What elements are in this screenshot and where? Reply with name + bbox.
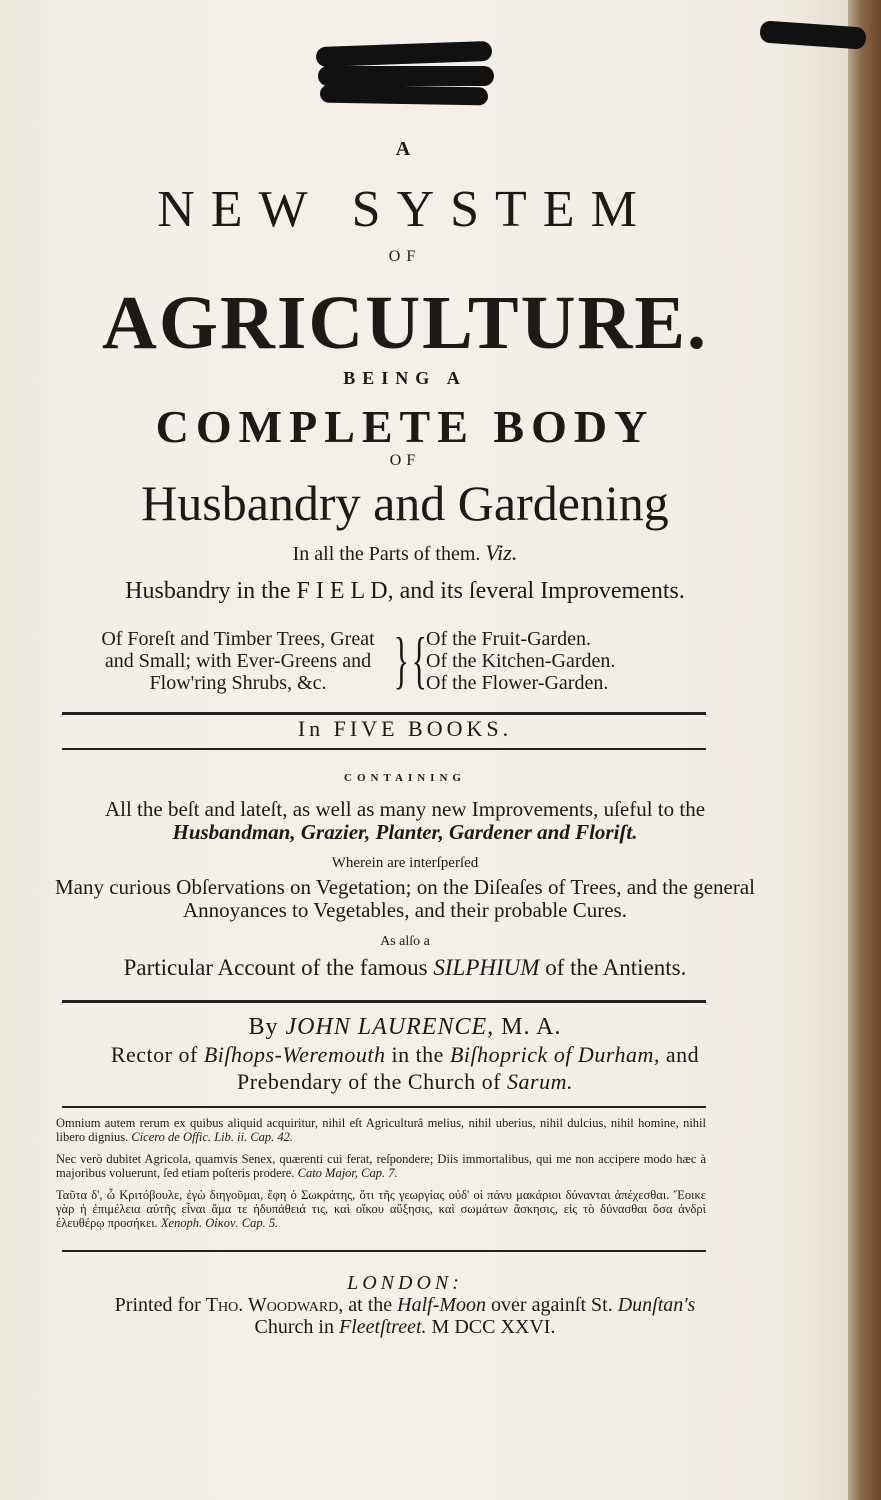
quote-cato-text: Nec verò dubitet Agricola, quamvis Senex, quærenti cui ferat, reſpondere; Diis immortalibus, qui me non accipere modo hæc à majoribus voluerunt, ſed etiam poſteris prodere. [56,1152,706,1180]
wherein-label: Wherein are interſperſed [331,855,479,871]
five-books: In FIVE BOOKS. [297,716,513,741]
quote-xenophon-source: Xenoph. Οἰκον. Cap. 5. [160,1216,279,1230]
quote-xenophon-text: Ταῦτα δ', ὦ Κριτόβουλε, ἐγὼ διηγοῦμαι, ἔφη ὁ Σωκράτης, ὅτι τῆς γεωργίας οὐδ' οἱ πάνυ μακάριοι δύνανται ἀπέχεσθαι. Ἔοικε γὰρ ἡ ἐπιμέλεια αὐτῆς εἶναι ἅμα τε ἡδυπάθειά τις, καὶ οἴκου αὔξησις, καὶ σωμάτων ἄσκησις, εἰς τὸ δύνασθαι ὅσα ἀνδρὶ ἐλευθέρῳ προσήκει. [56,1188,706,1230]
containing-label: CONTAINING [344,772,466,784]
ink-redaction [318,66,494,86]
parts-line [40,540,770,566]
author-block [40,1014,770,1095]
quote-cato [56,1152,706,1180]
all-best-text: All the beſt and lateſt, as well as many new Improvements, uſeful to the [104,797,706,821]
left-list [88,628,388,694]
bishops-text: Biſhops-Weremouth [203,1042,386,1067]
dunstan: Dunſtan's [617,1294,696,1316]
right-list-item: Of the Flower-Garden. [426,672,609,694]
rule [62,1250,706,1252]
rector-text: Rector of [110,1042,198,1067]
printer-name: Tho. Woodward, [205,1294,344,1316]
quote-xenophon [56,1188,706,1230]
prebendary-text: Prebendary of the Church of [237,1069,502,1094]
church-in: Church in [254,1316,334,1338]
quote-cicero [56,1116,706,1144]
left-list-item: Flow'ring Shrubs, &c. [149,672,327,694]
rule [62,748,706,750]
brace-left: } [393,624,410,695]
title-article: A [395,138,415,160]
rule [62,1106,706,1108]
particular-text: Particular Account of the famous [123,955,428,980]
quote-cato-source: Cato Major, Cap. 7. [297,1166,398,1180]
parts-text: In all the Parts of them. [292,543,481,565]
quote-cicero-text: Omnium autem rerum ex quibus aliquid acquiritur, nihil eſt Agriculturâ melius, nihil uberius, nihil dulcius, nihil homine, nihil libero dignius. [56,1116,706,1144]
all-best-line [40,798,770,844]
author-name: JOHN LAURENCE, [285,1014,495,1040]
title-agriculture: AGRICULTURE. [101,281,709,365]
fleetstreet: Fleetſtreet. [338,1316,427,1338]
half-moon: Half-Moon [397,1294,487,1316]
right-list-item: Of the Fruit-Garden. [426,628,591,650]
over-against: over againſt St. [491,1294,613,1316]
rule [62,712,706,715]
left-list-item: Of Foreſt and Timber Trees, Great [101,628,375,650]
antients-text: of the Antients. [545,955,687,980]
viz-text: Viz. [485,540,518,565]
book-edge [848,0,881,1500]
subtitle-husbandry-gardening: Husbandry and Gardening [141,475,669,531]
left-list-item: and Small; with Ever-Greens and [104,650,372,672]
title-of: OF [388,248,422,265]
author-degree: M. A. [501,1014,562,1040]
bishoprick-text: Biſhoprick of Durham, [449,1042,660,1067]
and-text: and [665,1042,700,1067]
title-new-system: NEW SYSTEM [157,181,653,238]
field-line: Husbandry in the F I E L D, and its ſeveral Improvements. [125,578,685,604]
sarum-text: Sarum. [507,1069,573,1094]
subtitle-complete-body: COMPLETE BODY [155,401,655,452]
year: M DCC XXVI. [431,1316,556,1338]
quote-cicero-source: Cicero de Offic. Lib. ii. Cap. 42. [131,1130,294,1144]
right-list [426,628,615,694]
in-the-text: in the [391,1042,444,1067]
imprint-city: LONDON: [347,1272,463,1294]
subtitle-of: OF [389,452,421,469]
curious-observations: Many curious Obſervations on Vegetation; on the Diſeaſes of Trees, and the general Annoyances to Vegetables, and their probable Cures. [54,875,756,922]
as-also-label: As alſo a [380,934,430,949]
author-by: By [248,1014,279,1040]
brace-right: { [411,624,428,695]
ink-redaction [320,85,488,106]
at-the: at the [348,1294,393,1316]
right-list-item: Of the Kitchen-Garden. [426,650,616,672]
printed-for: Printed for [114,1294,201,1316]
occupations-text: Husbandman, Grazier, Planter, Gardener and Floriſt. [172,820,638,844]
imprint-block [40,1294,770,1338]
subtitle-being-a: BEING A [343,368,467,388]
silphium-line [40,955,770,981]
silphium-text: SILPHIUM [433,955,540,980]
rule [62,1000,706,1003]
